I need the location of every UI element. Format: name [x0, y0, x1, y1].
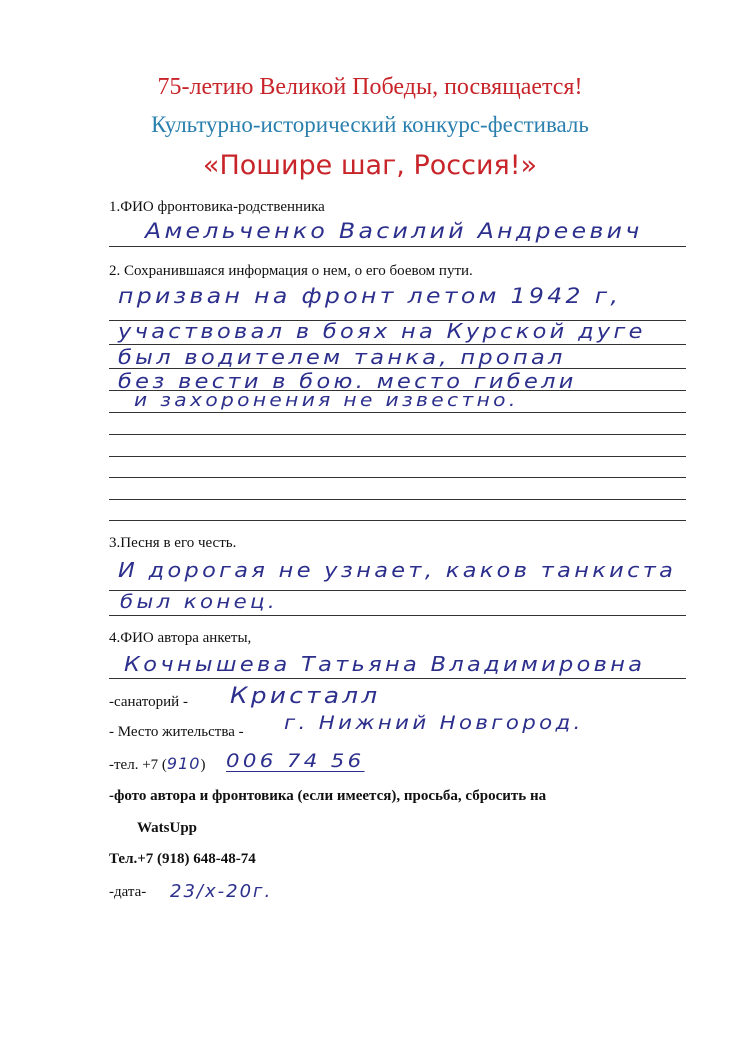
sanatorium-value: Кристалл	[230, 684, 381, 709]
veteran-name-value: Амельченко Василий Андреевич	[145, 219, 643, 243]
date-value: 23/х-20г.	[170, 881, 273, 902]
song-rule	[109, 615, 686, 616]
header-dedication: 75-летию Великой Победы, посвящается!	[157, 74, 583, 100]
messenger-name: WatsUpp	[137, 820, 198, 836]
battle-path-rule	[109, 344, 686, 345]
battle-path-rule	[109, 390, 686, 391]
battle-path-rule	[109, 434, 686, 435]
battle-path-rule	[109, 368, 686, 369]
phone-prefix: -тел. +7 (	[109, 757, 167, 773]
battle-path-rule	[109, 499, 686, 500]
header-slogan: «Пошире шаг, Россия!»	[202, 150, 538, 181]
phone-label	[109, 754, 205, 774]
phone-close: )	[200, 757, 206, 773]
author-name-value: Кочнышева Татьяна Владимировна	[124, 652, 646, 676]
battle-path-rule	[109, 477, 686, 478]
battle-path-rule	[109, 520, 686, 521]
contact-phone: Тел.+7 (918) 648-48-74	[109, 851, 256, 867]
photo-note: -фото автора и фронтовика (если имеется), просьба, сбросить на	[109, 788, 547, 804]
residence-label: - Место жительства -	[109, 724, 244, 740]
song-line-2: был конец.	[120, 591, 279, 613]
phone-code: 910	[166, 754, 201, 773]
song-line-1: И дорогая не узнает, каков танкиста	[118, 558, 677, 582]
veteran-name-rule	[109, 246, 686, 247]
phone-value: 006 74 56	[226, 750, 365, 772]
veteran-name-label: 1.ФИО фронтовика-родственника	[109, 199, 325, 215]
song-rule	[109, 590, 686, 591]
author-name-label: 4.ФИО автора анкеты,	[109, 630, 252, 646]
battle-path-rule	[109, 456, 686, 457]
battle-path-line-5: и захоронения не известно.	[134, 390, 519, 411]
battle-path-rule	[109, 320, 686, 321]
battle-path-label: 2. Сохранившаяся информация о нем, о его боевом пути.	[109, 263, 473, 279]
author-name-rule	[109, 678, 686, 679]
battle-path-rule	[109, 412, 686, 413]
battle-path-line-2: участвовал в боях на Курской дуге	[118, 319, 646, 343]
sanatorium-label: -санаторий -	[109, 694, 188, 710]
battle-path-line-3: был водителем танка, пропал	[118, 345, 566, 369]
battle-path-line-4: без вести в бою. место гибели	[118, 369, 577, 393]
header-festival: Культурно-исторический конкурс-фестиваль	[151, 112, 589, 137]
battle-path-line-1: призван на фронт летом 1942 г,	[118, 284, 622, 308]
date-label: -дата-	[109, 884, 147, 900]
residence-value: г. Нижний Новгород.	[284, 712, 584, 734]
song-label: 3.Песня в его честь.	[109, 535, 237, 551]
